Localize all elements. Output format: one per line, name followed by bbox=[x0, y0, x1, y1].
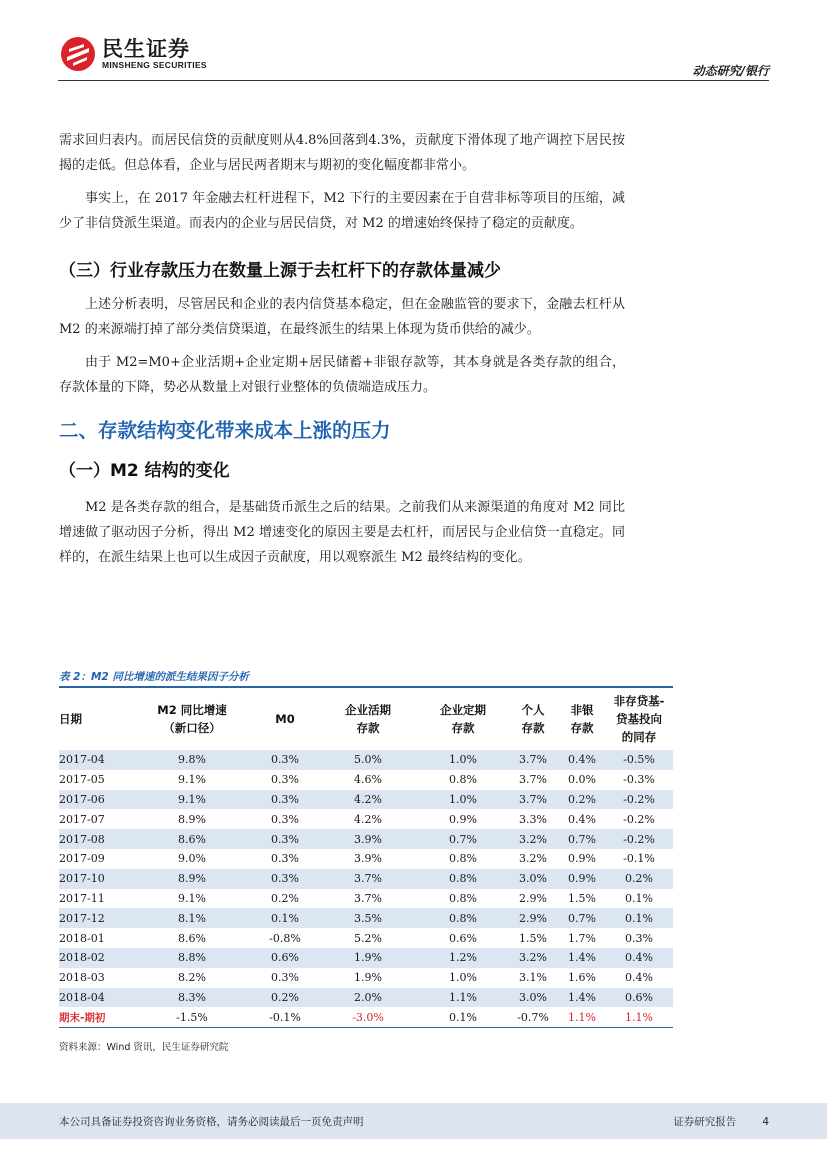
cell-value: 0.4% bbox=[559, 809, 605, 829]
cell-value: 3.3% bbox=[507, 809, 559, 829]
cell-date: 2017-08 bbox=[59, 829, 131, 849]
cell-value: 1.9% bbox=[317, 968, 419, 988]
cell-date: 2017-04 bbox=[59, 750, 131, 770]
cell-value: 3.7% bbox=[507, 770, 559, 790]
cell-value: 2.9% bbox=[507, 889, 559, 909]
cell-date: 2017-05 bbox=[59, 770, 131, 790]
cell-value: 0.7% bbox=[419, 829, 507, 849]
cell-value: -0.2% bbox=[605, 829, 673, 849]
summary-value: -1.5% bbox=[131, 1007, 253, 1027]
cell-value: 3.1% bbox=[507, 968, 559, 988]
cell-value: 3.7% bbox=[507, 750, 559, 770]
cell-value: 0.2% bbox=[253, 988, 317, 1008]
summary-value: 1.1% bbox=[559, 1007, 605, 1027]
table-row bbox=[59, 889, 673, 909]
brand-name-en: MINSHENG SECURITIES bbox=[102, 60, 207, 70]
table-summary-row bbox=[59, 1007, 673, 1027]
cell-value: 4.2% bbox=[317, 790, 419, 810]
cell-date: 2017-09 bbox=[59, 849, 131, 869]
cell-value: 0.3% bbox=[253, 809, 317, 829]
cell-value: 3.7% bbox=[317, 889, 419, 909]
cell-value: 3.7% bbox=[317, 869, 419, 889]
table-source: 资料来源：Wind 资讯，民生证券研究院 bbox=[59, 1042, 229, 1053]
report-type: 动态研究/银行 bbox=[692, 64, 769, 78]
table-row bbox=[59, 988, 673, 1008]
cell-value: 0.2% bbox=[253, 889, 317, 909]
cell-value: 4.6% bbox=[317, 770, 419, 790]
col-header-demand-deposit: 企业活期 存款 bbox=[345, 703, 391, 735]
summary-value: -3.0% bbox=[317, 1007, 419, 1027]
subsection-heading-1: （一）M2 结构的变化 bbox=[59, 461, 230, 481]
cell-value: 5.2% bbox=[317, 928, 419, 948]
cell-value: -0.5% bbox=[605, 750, 673, 770]
col-header-date: 日期 bbox=[59, 712, 82, 726]
table-row bbox=[59, 869, 673, 889]
cell-value: 1.0% bbox=[419, 790, 507, 810]
cell-value: 8.9% bbox=[131, 869, 253, 889]
cell-date: 2017-12 bbox=[59, 908, 131, 928]
cell-date: 2017-10 bbox=[59, 869, 131, 889]
table-header-row bbox=[59, 688, 673, 750]
table-row bbox=[59, 750, 673, 770]
cell-value: -0.8% bbox=[253, 928, 317, 948]
cell-value: 9.0% bbox=[131, 849, 253, 869]
cell-value: 2.0% bbox=[317, 988, 419, 1008]
cell-value: 1.4% bbox=[559, 948, 605, 968]
cell-value: 3.9% bbox=[317, 829, 419, 849]
cell-value: 1.1% bbox=[419, 988, 507, 1008]
page-header bbox=[0, 0, 827, 82]
cell-value: 8.6% bbox=[131, 829, 253, 849]
cell-value: 0.3% bbox=[253, 750, 317, 770]
m2-factor-table bbox=[59, 686, 673, 1028]
cell-value: 9.8% bbox=[131, 750, 253, 770]
cell-value: 0.8% bbox=[419, 889, 507, 909]
cell-date: 2017-11 bbox=[59, 889, 131, 909]
summary-value: 0.1% bbox=[419, 1007, 507, 1027]
cell-value: 3.7% bbox=[507, 790, 559, 810]
cell-value: 9.1% bbox=[131, 770, 253, 790]
cell-value: 5.0% bbox=[317, 750, 419, 770]
cell-value: -0.3% bbox=[605, 770, 673, 790]
table-title: 表 2：M2 同比增速的派生结果因子分析 bbox=[59, 671, 249, 683]
cell-value: 1.5% bbox=[559, 889, 605, 909]
cell-value: 1.9% bbox=[317, 948, 419, 968]
cell-value: 0.3% bbox=[253, 790, 317, 810]
cell-value: 8.1% bbox=[131, 908, 253, 928]
cell-value: 1.6% bbox=[559, 968, 605, 988]
cell-value: 1.5% bbox=[507, 928, 559, 948]
cell-value: 3.2% bbox=[507, 829, 559, 849]
cell-value: 3.2% bbox=[507, 849, 559, 869]
table-row bbox=[59, 790, 673, 810]
cell-value: 0.8% bbox=[419, 908, 507, 928]
cell-date: 2017-07 bbox=[59, 809, 131, 829]
cell-value: 0.1% bbox=[605, 889, 673, 909]
cell-value: 0.8% bbox=[419, 849, 507, 869]
minsheng-logo-icon bbox=[60, 36, 96, 72]
table-row bbox=[59, 829, 673, 849]
cell-value: 0.8% bbox=[419, 770, 507, 790]
cell-value: 0.1% bbox=[605, 908, 673, 928]
section-heading-2: 二、存款结构变化带来成本上涨的压力 bbox=[59, 419, 391, 442]
col-header-m0: M0 bbox=[275, 712, 295, 726]
cell-value: 3.9% bbox=[317, 849, 419, 869]
table-row bbox=[59, 968, 673, 988]
cell-value: 3.0% bbox=[507, 988, 559, 1008]
footer-disclaimer: 本公司具备证券投资咨询业务资格，请务必阅读最后一页免责声明 bbox=[59, 1116, 364, 1128]
cell-date: 2018-02 bbox=[59, 948, 131, 968]
cell-date: 2018-01 bbox=[59, 928, 131, 948]
cell-value: 3.5% bbox=[317, 908, 419, 928]
table-row bbox=[59, 849, 673, 869]
cell-value: 1.4% bbox=[559, 988, 605, 1008]
col-header-personal-deposit: 个人 存款 bbox=[521, 703, 545, 735]
summary-value: -0.1% bbox=[253, 1007, 317, 1027]
cell-value: 8.8% bbox=[131, 948, 253, 968]
cell-value: 1.0% bbox=[419, 750, 507, 770]
col-header-other: 非存贷基- 贷基投向 的同存 bbox=[613, 694, 665, 744]
cell-value: 9.1% bbox=[131, 790, 253, 810]
report-body bbox=[59, 128, 625, 570]
cell-value: 3.0% bbox=[507, 869, 559, 889]
cell-value: 9.1% bbox=[131, 889, 253, 909]
cell-value: -0.2% bbox=[605, 790, 673, 810]
cell-value: 0.3% bbox=[253, 849, 317, 869]
cell-value: 2.9% bbox=[507, 908, 559, 928]
cell-value: 4.2% bbox=[317, 809, 419, 829]
cell-value: 8.3% bbox=[131, 988, 253, 1008]
cell-value: 0.4% bbox=[605, 948, 673, 968]
cell-value: 0.7% bbox=[559, 908, 605, 928]
brand-name-cn: 民生证券 bbox=[102, 37, 190, 61]
summary-label: 期末-期初 bbox=[59, 1007, 131, 1027]
paragraph-1: 需求回归表内。而居民信贷的贡献度则从4.8%回落到4.3%，贡献度下滑体现了地产调控下居民按揭的走低。但总体看，企业与居民两者期末与期初的变化幅度都非常小。 bbox=[59, 133, 625, 173]
cell-date: 2017-06 bbox=[59, 790, 131, 810]
cell-value: 0.2% bbox=[559, 790, 605, 810]
table-row bbox=[59, 770, 673, 790]
cell-value: 0.8% bbox=[419, 869, 507, 889]
subsection-heading-3: （三）行业存款压力在数量上源于去杠杆下的存款体量减少 bbox=[59, 261, 501, 281]
cell-value: 0.7% bbox=[559, 829, 605, 849]
cell-value: 0.9% bbox=[559, 849, 605, 869]
cell-value: -0.2% bbox=[605, 809, 673, 829]
cell-date: 2018-04 bbox=[59, 988, 131, 1008]
table-row bbox=[59, 928, 673, 948]
footer-report-label: 证券研究报告 bbox=[673, 1116, 737, 1128]
cell-value: 3.2% bbox=[507, 948, 559, 968]
cell-value: 0.2% bbox=[605, 869, 673, 889]
cell-value: 0.6% bbox=[605, 988, 673, 1008]
cell-value: 8.6% bbox=[131, 928, 253, 948]
cell-value: 1.0% bbox=[419, 968, 507, 988]
cell-value: -0.1% bbox=[605, 849, 673, 869]
cell-value: 0.3% bbox=[253, 968, 317, 988]
cell-value: 8.2% bbox=[131, 968, 253, 988]
cell-value: 0.9% bbox=[559, 869, 605, 889]
cell-date: 2018-03 bbox=[59, 968, 131, 988]
page-number: 4 bbox=[762, 1116, 769, 1128]
cell-value: 0.3% bbox=[253, 869, 317, 889]
cell-value: 0.3% bbox=[253, 770, 317, 790]
cell-value: 0.1% bbox=[253, 908, 317, 928]
cell-value: 0.3% bbox=[605, 928, 673, 948]
cell-value: 0.4% bbox=[605, 968, 673, 988]
cell-value: 0.9% bbox=[419, 809, 507, 829]
cell-value: 1.2% bbox=[419, 948, 507, 968]
cell-value: 0.6% bbox=[253, 948, 317, 968]
cell-value: 8.9% bbox=[131, 809, 253, 829]
paragraph-2: 事实上，在 2017 年金融去杠杆进程下，M2 下行的主要因素在于自营非标等项目的压缩，减少了非信贷派生渠道。而表内的企业与居民信贷，对 M2 的增速始终保持了稳定的贡献度。 bbox=[59, 191, 625, 231]
col-header-time-deposit: 企业定期 存款 bbox=[440, 703, 486, 735]
summary-value: 1.1% bbox=[605, 1007, 673, 1027]
table-row bbox=[59, 809, 673, 829]
cell-value: 0.4% bbox=[559, 750, 605, 770]
header-divider bbox=[58, 80, 769, 81]
page-footer bbox=[0, 1103, 827, 1139]
company-logo bbox=[60, 36, 207, 72]
footer-right bbox=[673, 1114, 769, 1129]
summary-value: -0.7% bbox=[507, 1007, 559, 1027]
paragraph-5: M2 是各类存款的组合，是基础货币派生之后的结果。之前我们从来源渠道的角度对 M2 同比增速做了驱动因子分析，得出 M2 增速变化的原因主要是去杠杆，而居民与企业信贷一直稳定。同样的，在派生结果上也可以生成因子贡献度，用以观察派生 M2 最终结构的变化。 bbox=[59, 500, 625, 565]
cell-value: 0.0% bbox=[559, 770, 605, 790]
paragraph-4: 由于 M2=M0+企业活期+企业定期+居民储蓄+非银存款等，其本身就是各类存款的组合，存款体量的下降，势必从数量上对银行业整体的负债端造成压力。 bbox=[59, 355, 625, 395]
cell-value: 0.3% bbox=[253, 829, 317, 849]
table-row bbox=[59, 948, 673, 968]
cell-value: 1.7% bbox=[559, 928, 605, 948]
col-header-nonbank-deposit: 非银 存款 bbox=[570, 703, 594, 735]
cell-value: 0.6% bbox=[419, 928, 507, 948]
col-header-m2: M2 同比增速 （新口径） bbox=[157, 703, 227, 735]
table-row bbox=[59, 908, 673, 928]
paragraph-3: 上述分析表明，尽管居民和企业的表内信贷基本稳定，但在金融监管的要求下，金融去杠杆从 M2 的来源端打掉了部分类信贷渠道，在最终派生的结果上体现为货币供给的减少。 bbox=[59, 297, 625, 337]
